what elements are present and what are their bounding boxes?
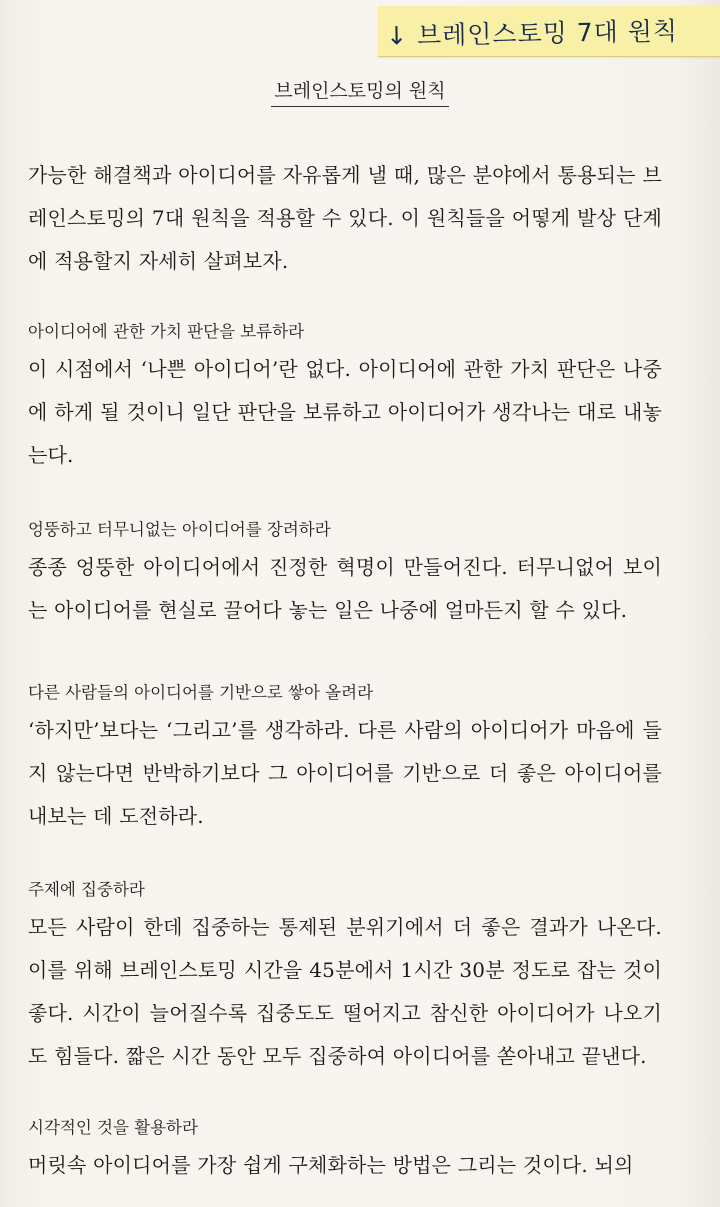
- section-body: 종종 엉뚱한 아이디어에서 진정한 혁명이 만들어진다. 터무니없어 보이는 아이디어를 현실로 끌어다 놓는 일은 나중에 얼마든지 할 수 있다.: [28, 555, 662, 622]
- section-body: ‘하지만’보다는 ‘그리고’를 생각하라. 다른 사람의 아이디어가 마음에 들지 않는다면 반박하기보다 그 아이디어를 기반으로 더 좋은 아이디어를 내보는 데 도전하라.: [28, 718, 662, 828]
- page-title: [0, 76, 720, 103]
- sticky-note: [378, 6, 720, 57]
- section-heading: 시각적인 것을 활용하라: [28, 1118, 198, 1137]
- section-heading: 다른 사람들의 아이디어를 기반으로 쌓아 올려라: [28, 683, 374, 702]
- page-title-text: 브레인스토밍의 원칙: [271, 80, 448, 107]
- section-body: 모든 사람이 한데 집중하는 통제된 분위기에서 더 좋은 결과가 나온다. 이를 위해 브레인스토밍 시간을 45분에서 1시간 30분 정도로 잡는 것이 좋다. 시간이 늘어질수록 집중도도 떨어지고 참신한 아이디어가 나오기도 힘들다. 짧은 시간 동안 모두 집중하여 아이디어를 쏟아내고 끝낸다.: [28, 915, 662, 1068]
- intro-paragraph: 가능한 해결책과 아이디어를 자유롭게 낼 때, 많은 분야에서 통용되는 브레인스토밍의 7대 원칙을 적용할 수 있다. 이 원칙들을 어떻게 발상 단계에 적용할지 자세히 살펴보자.: [28, 163, 662, 273]
- section-heading: 엉뚱하고 터무니없는 아이디어를 장려하라: [28, 520, 331, 539]
- section-heading: 주제에 집중하라: [28, 880, 145, 899]
- sticky-note-text: ↓ 브레인스토밍 7대 원칙: [385, 16, 679, 51]
- section-heading: 아이디어에 관한 가치 판단을 보류하라: [28, 322, 305, 341]
- section-body: 이 시점에서 ‘나쁜 아이디어’란 없다. 아이디어에 관한 가치 판단은 나중에 하게 될 것이니 일단 판단을 보류하고 아이디어가 생각나는 대로 내놓는다.: [28, 357, 662, 467]
- section-body: 머릿속 아이디어를 가장 쉽게 구체화하는 방법은 그리는 것이다. 뇌의: [28, 1153, 634, 1177]
